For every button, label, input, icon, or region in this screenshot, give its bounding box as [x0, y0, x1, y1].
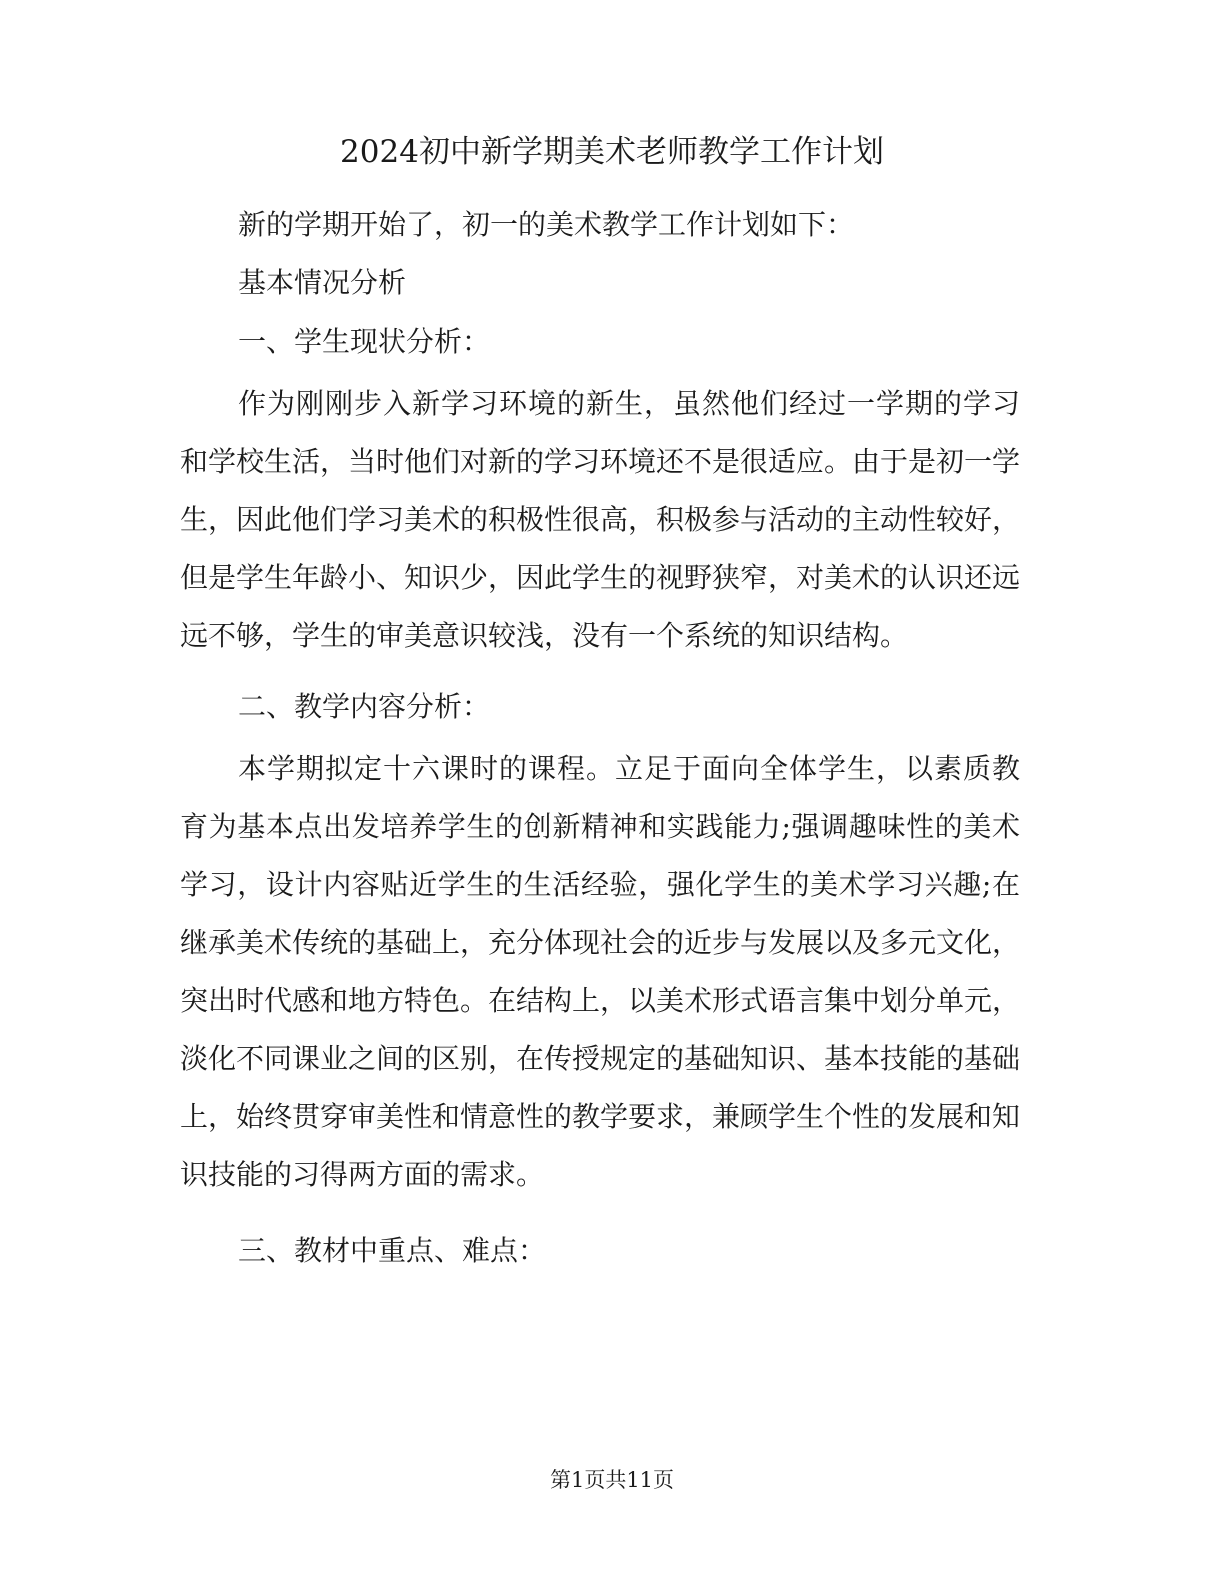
section-basic-heading: 基本情况分析 [238, 266, 407, 299]
document-title: 2024初中新学期美术老师教学工作计划 [340, 134, 884, 170]
heading-student-analysis: 一、学生现状分析： [238, 325, 491, 358]
paragraph-student-analysis: 作为刚刚步入新学习环境的新生，虽然他们经过一学期的学习和学校生活，当时他们对新的学习环境还不是很适应。由于是初一学生，因此他们学习美术的积极性很高，积极参与活动的主动性较好，但是学生年龄小、知识少，因此学生的视野狭窄，对美术的认识还远远不够，学生的审美意识较浅，没有一个系统的知识结构。 [180, 387, 1021, 652]
heading-key-points: 三、教材中重点、难点： [238, 1234, 547, 1267]
intro-line: 新的学期开始了，初一的美术教学工作计划如下： [238, 208, 855, 241]
heading-content-analysis: 二、教学内容分析： [238, 690, 491, 723]
page-number: 第1页共11页 [549, 1468, 675, 1492]
paragraph-content-analysis: 本学期拟定十六课时的课程。立足于面向全体学生，以素质教育为基本点出发培养学生的创新精神和实践能力;强调趣味性的美术学习，设计内容贴近学生的生活经验，强化学生的美术学习兴趣;在继承美术传统的基础上，充分体现社会的近步与发展以及多元文化，突出时代感和地方特色。在结构上，以美术形式语言集中划分单元，淡化不同课业之间的区别，在传授规定的基础知识、基本技能的基础上，始终贯穿审美性和情意性的教学要求，兼顾学生个性的发展和知识技能的习得两方面的需求。 [180, 752, 1021, 1191]
